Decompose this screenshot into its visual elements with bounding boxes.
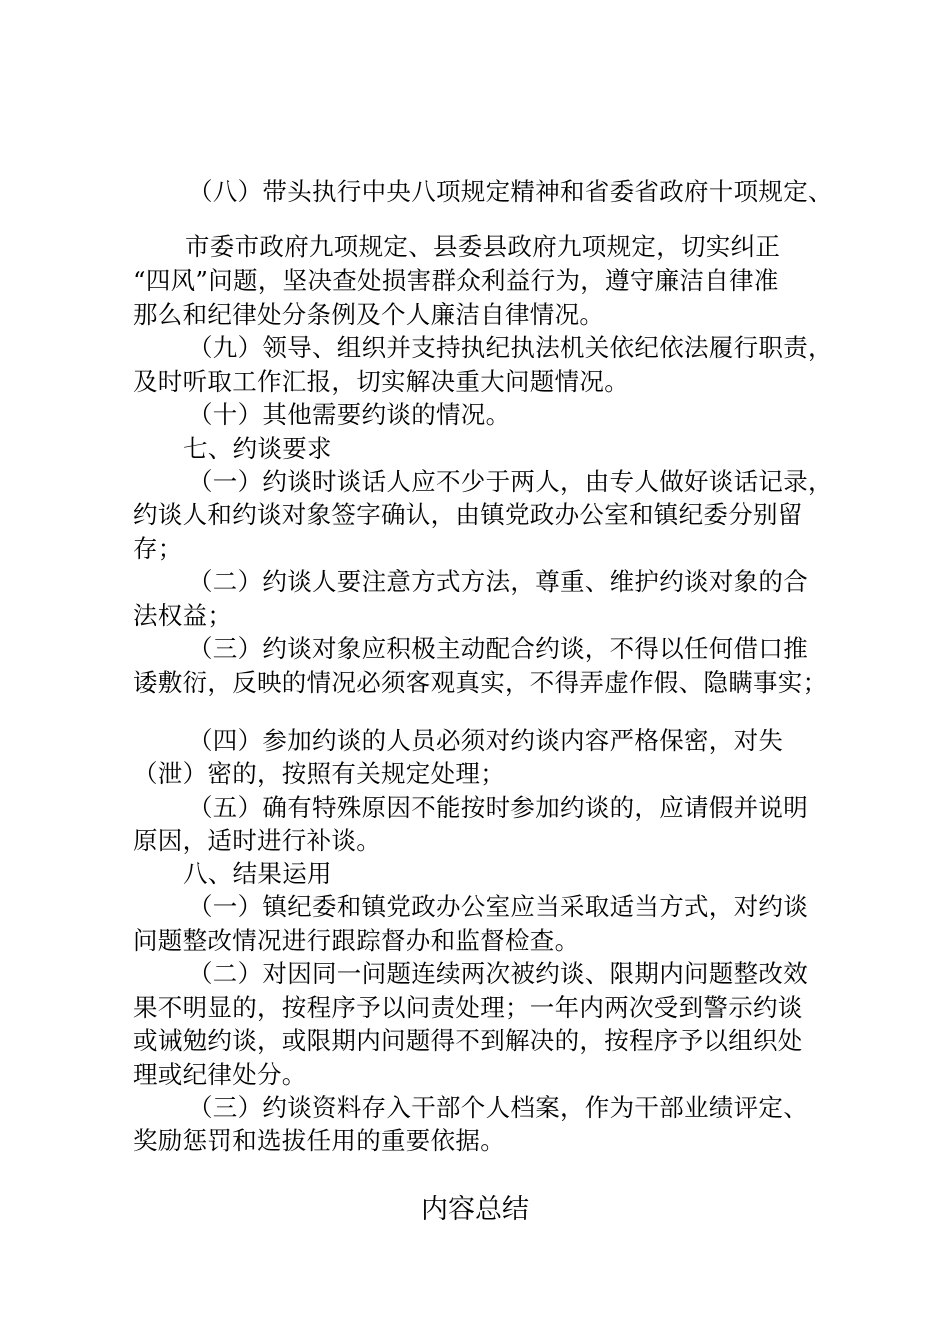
paragraph-line: （五）确有特殊原因不能按时参加约谈的，应请假并说明 xyxy=(188,793,808,822)
paragraph-line: （十）其他需要约谈的情况。 xyxy=(188,400,511,429)
paragraph-line: （八）带头执行中央八项规定精神和省委省政府十项规定、 xyxy=(188,177,833,206)
paragraph-line: 那么和纪律处分条例及个人廉洁自律情况。 xyxy=(133,300,605,329)
paragraph-line: 问题整改情况进行跟踪督办和监督检查。 xyxy=(133,926,580,955)
paragraph-line: 存； xyxy=(133,534,183,563)
paragraph-line: （一）约谈时谈话人应不少于两人，由专人做好谈话记录， xyxy=(188,467,833,496)
section-heading: 八、结果运用 xyxy=(183,859,332,888)
section-heading: 七、约谈要求 xyxy=(183,434,332,463)
paragraph-line: “四风”问题，坚决查处损害群众利益行为，遵守廉洁自律准 xyxy=(133,266,779,295)
paragraph-line: 果不明显的，按程序予以问责处理；一年内两次受到警示约谈 xyxy=(133,993,803,1022)
paragraph-line: （二）约谈人要注意方式方法，尊重、维护约谈对象的合 xyxy=(188,567,808,596)
paragraph-line: （泄）密的，按照有关规定处理； xyxy=(133,759,505,788)
paragraph-line: 法权益； xyxy=(133,601,233,630)
paragraph-line: （九）领导、组织并支持执纪执法机关依纪依法履行职责， xyxy=(188,333,833,362)
paragraph-line: 或诫勉约谈，或限期内问题得不到解决的，按程序予以组织处 xyxy=(133,1026,803,1055)
paragraph-line: （二）对因同一问题连续两次被约谈、限期内问题整改效 xyxy=(188,959,808,988)
paragraph-line: 及时听取工作汇报，切实解决重大问题情况。 xyxy=(133,367,629,396)
paragraph-line: （一）镇纪委和镇党政办公室应当采取适当方式，对约谈 xyxy=(188,892,808,921)
paragraph-line: 奖励惩罚和选拔任用的重要依据。 xyxy=(133,1126,505,1155)
paragraph-line: （四）参加约谈的人员必须对约谈内容严格保密，对失 xyxy=(188,726,784,755)
summary-title: 内容总结 xyxy=(421,1194,529,1225)
paragraph-line: 原因，适时进行补谈。 xyxy=(133,826,381,855)
paragraph-line: 理或纪律处分。 xyxy=(133,1060,307,1089)
paragraph-line: 诿敷衍，反映的情况必须客观真实，不得弄虚作假、隐瞒事实； xyxy=(133,668,828,697)
paragraph-line: 约谈人和约谈对象签字确认，由镇党政办公室和镇纪委分别留 xyxy=(133,500,803,529)
paragraph-line: （三）约谈对象应积极主动配合约谈，不得以任何借口推 xyxy=(188,634,808,663)
paragraph-line: 市委市政府九项规定、县委县政府九项规定，切实纠正 xyxy=(185,232,781,261)
paragraph-line: （三）约谈资料存入干部个人档案，作为干部业绩评定、 xyxy=(188,1093,808,1122)
